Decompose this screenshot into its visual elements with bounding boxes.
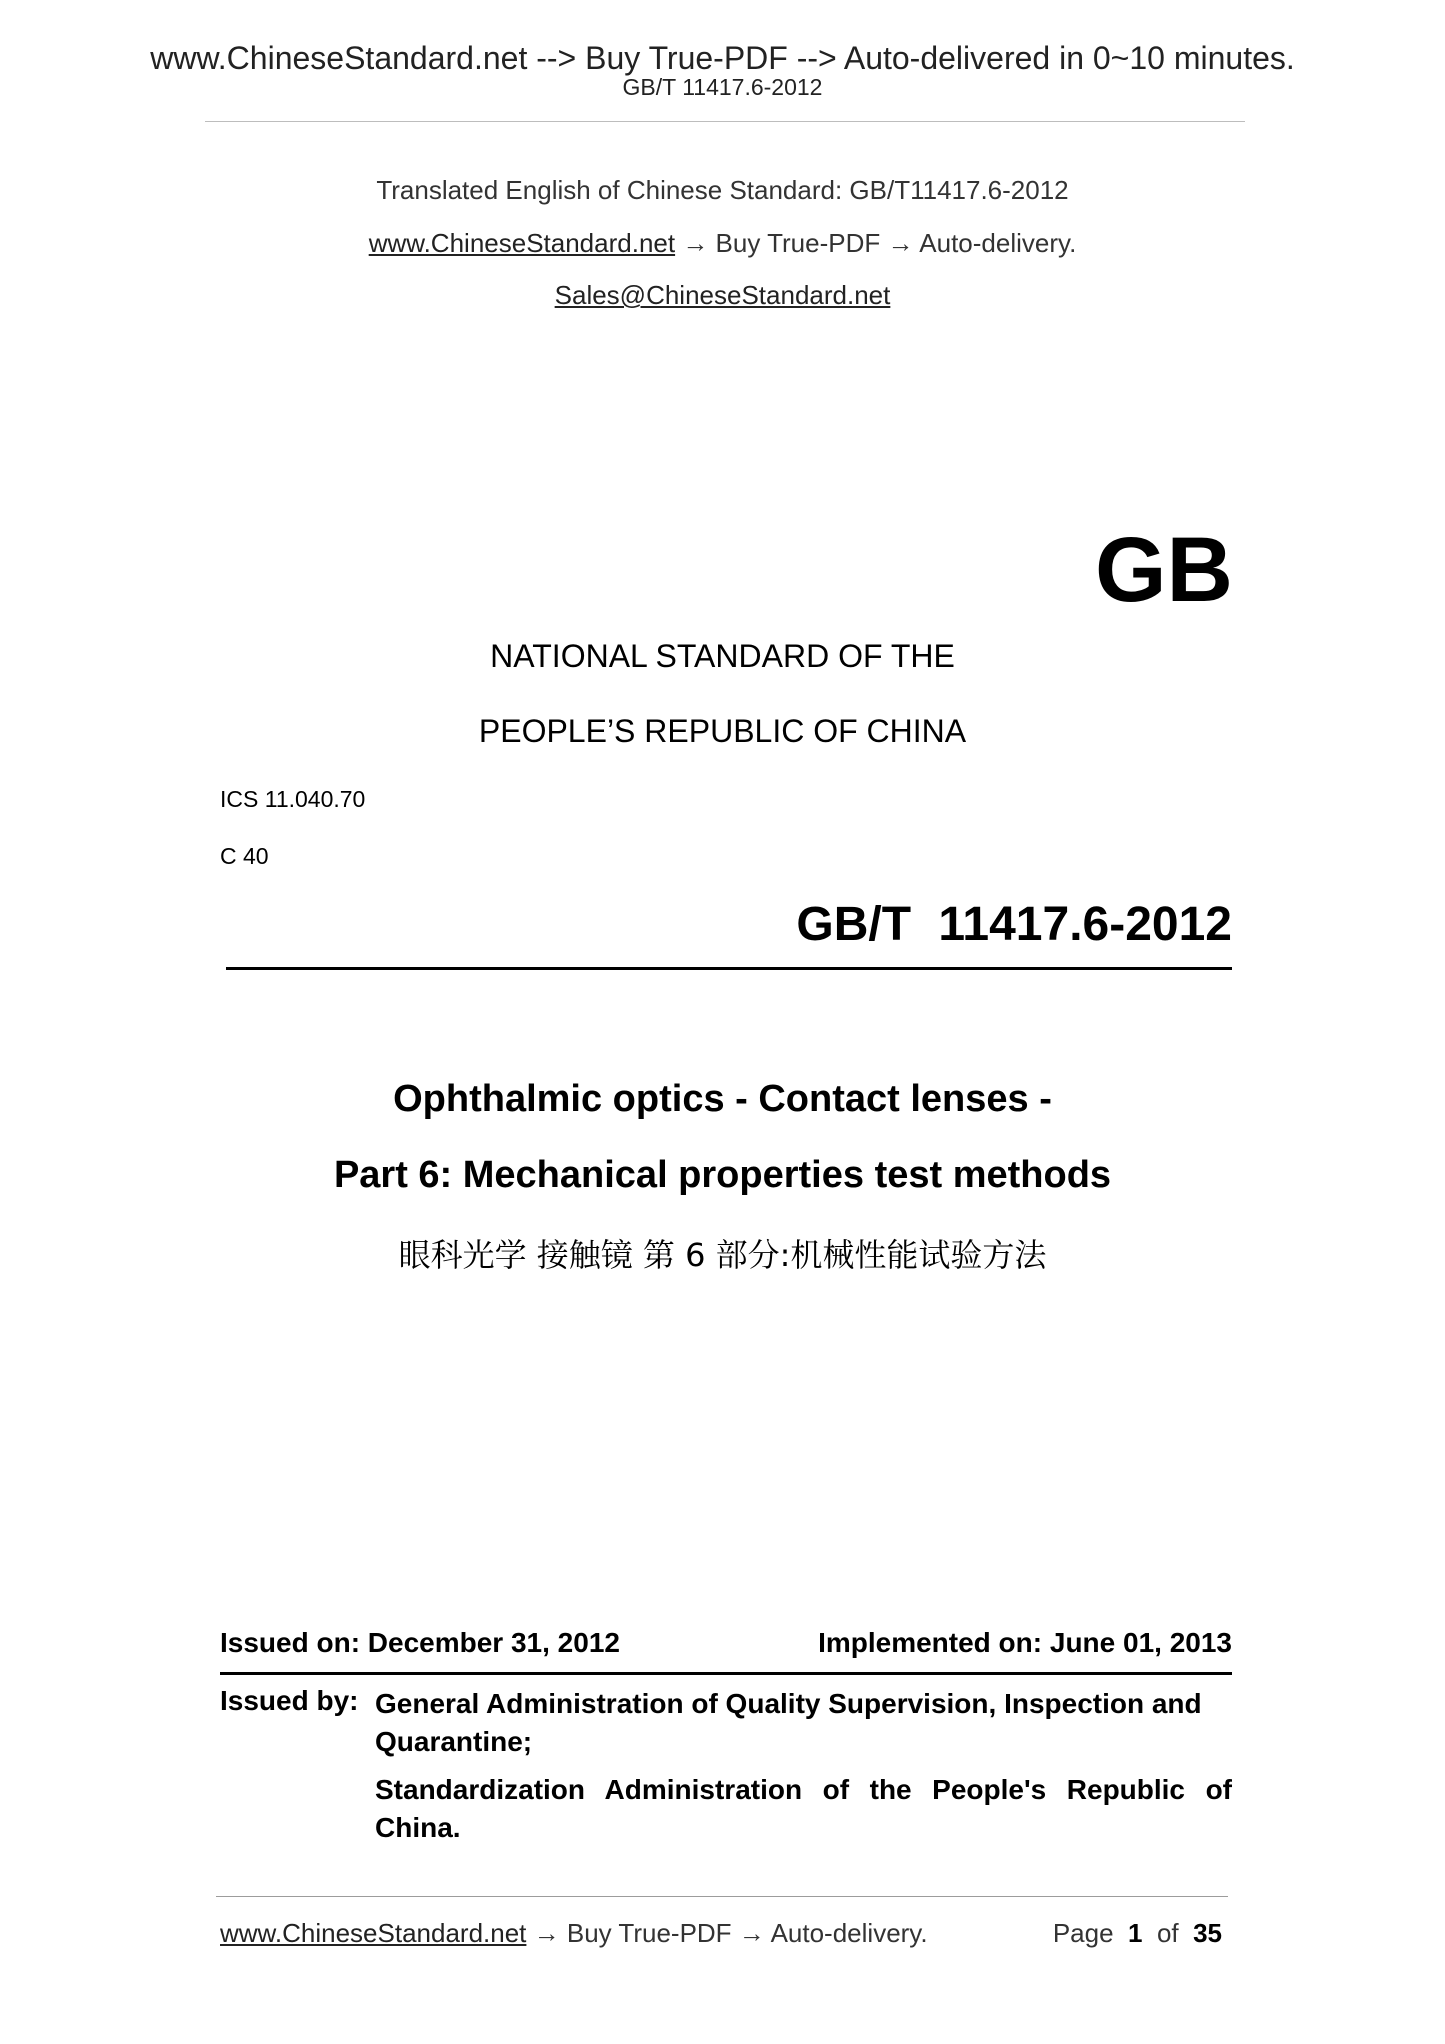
footer-buy-line — [220, 1918, 928, 1949]
sales-email-link[interactable]: Sales@ChineseStandard.net — [554, 280, 891, 310]
page-indicator — [1053, 1918, 1222, 1949]
header-standard-code: GB/T 11417.6-2012 — [622, 74, 823, 100]
implemented-on: Implemented on: June 01, 2013 — [818, 1627, 1232, 1658]
issue-date-rule — [220, 1672, 1232, 1675]
sales-email-line — [0, 280, 1445, 311]
title-chinese: 眼科光学 接触镜 第 6 部分:机械性能试验方法 — [398, 1236, 1047, 1274]
page-total: 35 — [1193, 1918, 1222, 1948]
national-standard-line-2: PEOPLE’S REPUBLIC OF CHINA — [478, 713, 967, 749]
buy-line — [0, 228, 1445, 259]
issued-on: Issued on: December 31, 2012 — [220, 1627, 620, 1658]
classification-code: C 40 — [220, 843, 269, 869]
issuer-2-line-1: Standardization Administration of the People's Republic of — [375, 1774, 1232, 1805]
translated-notice: Translated English of Chinese Standard: GB/T11417.6-2012 — [376, 175, 1069, 205]
header-banner: www.ChineseStandard.net --> Buy True-PDF --> Auto-delivered in 0~10 minutes. — [150, 40, 1295, 76]
ics-code: ICS 11.040.70 — [220, 786, 366, 812]
national-standard-line-1: NATIONAL STANDARD OF THE — [490, 638, 955, 674]
issued-by-label: Issued by: — [220, 1685, 359, 1716]
standard-number: GB/T 11417.6-2012 — [796, 898, 1232, 951]
standard-number-rule — [226, 967, 1232, 970]
issuer-1 — [375, 1685, 1232, 1761]
buy-text: → Buy True-PDF → Auto-delivery. — [675, 228, 1077, 258]
issuer-1-line-1: General Administration of Quality Supervision, Inspection and — [375, 1688, 1202, 1719]
issuer-1-line-2: Quarantine; — [375, 1726, 533, 1757]
of-label: of — [1156, 1918, 1179, 1948]
issuer-2-line-2: China. — [375, 1812, 461, 1843]
page-label: Page — [1052, 1918, 1114, 1948]
site-link[interactable]: www.ChineseStandard.net — [368, 228, 676, 258]
header-divider — [205, 121, 1245, 122]
footer-buy-text: → Buy True-PDF → Auto-delivery. — [526, 1918, 928, 1948]
footer-site-link[interactable]: www.ChineseStandard.net — [220, 1918, 527, 1948]
title-line-2: Part 6: Mechanical properties test methods — [333, 1154, 1112, 1196]
issuer-2 — [375, 1771, 1232, 1847]
footer-divider — [216, 1896, 1228, 1897]
gb-mark: GB — [1095, 519, 1233, 621]
page-number: 1 — [1128, 1918, 1143, 1948]
title-line-1: Ophthalmic optics - Contact lenses - — [393, 1078, 1052, 1120]
